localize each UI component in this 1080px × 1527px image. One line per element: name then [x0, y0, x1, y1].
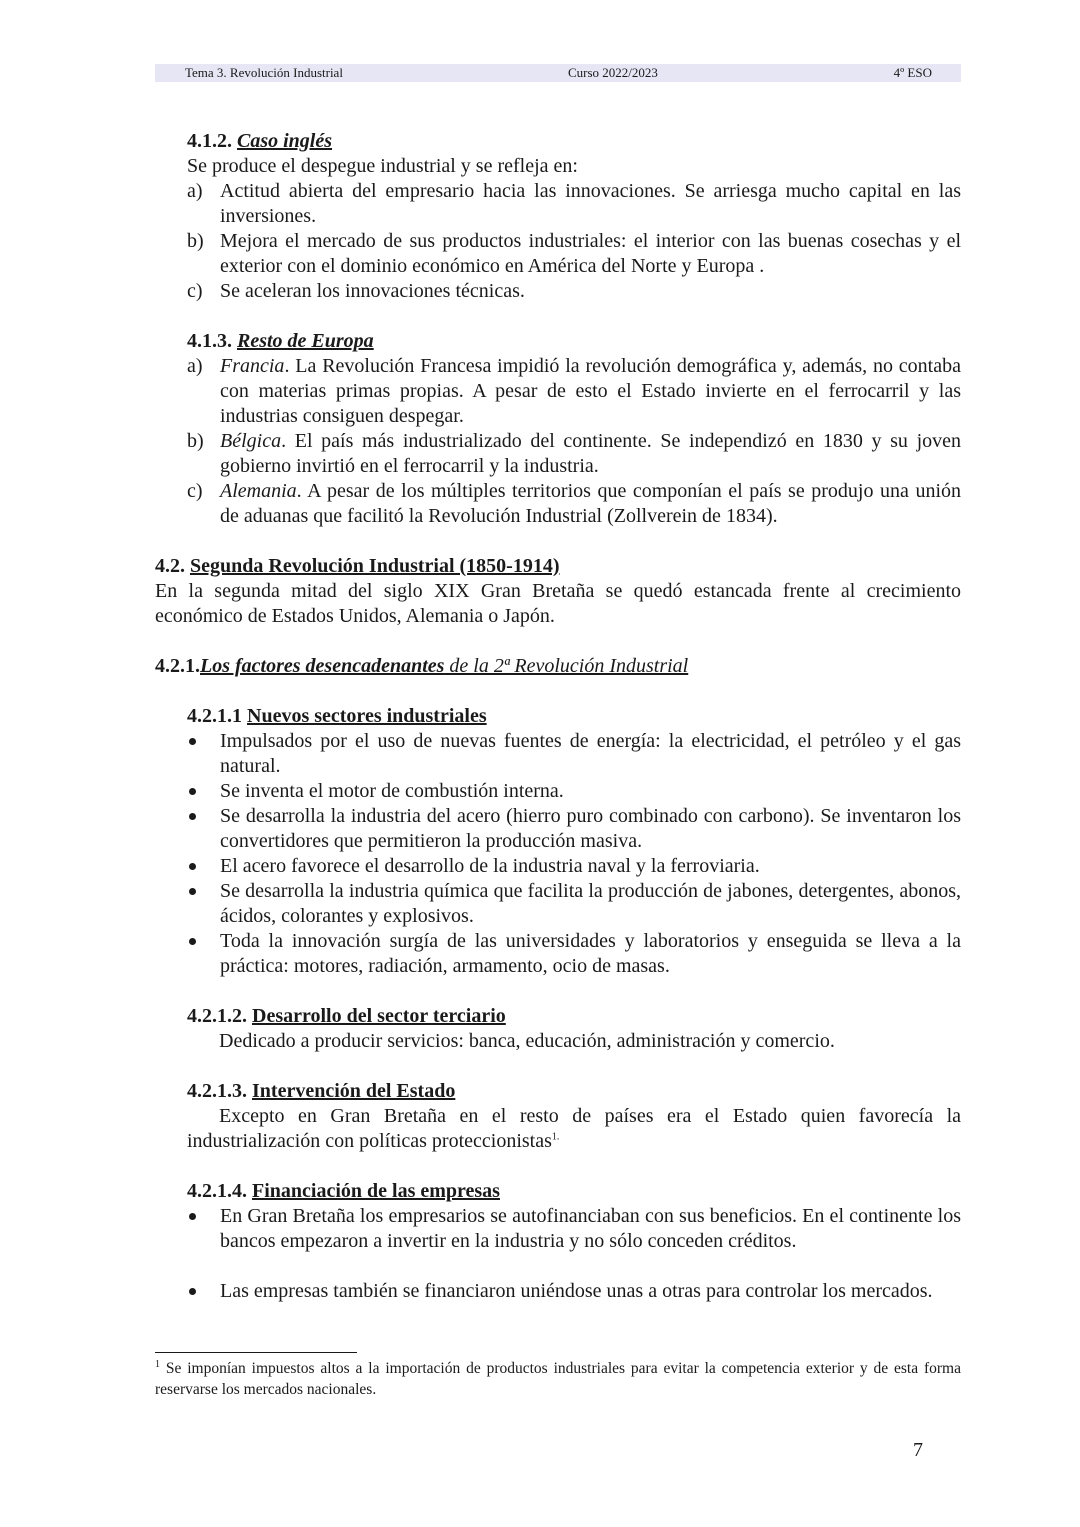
- list-item-text: Actitud abierta del empresario hacia las innovaciones. Se arriesga mucho capital en las inversiones.: [220, 180, 961, 227]
- bullet-item: [187, 854, 961, 879]
- list-item-text: . La Revolución Francesa impidió la revolución demográfica y, además, no contaba con materias primas propias. A pesar de esto el Estado invierte en el ferrocarril y las industrias consiguen despegar.: [220, 355, 961, 427]
- bullet-item: [187, 1204, 961, 1254]
- paragraph-4-2-1-3: [187, 1104, 961, 1154]
- heading-4-1-3: [187, 329, 961, 354]
- list-marker: b): [187, 430, 204, 452]
- heading-number: 4.2.1.3.: [187, 1080, 247, 1102]
- list-marker: a): [187, 355, 203, 377]
- bullet-item: [187, 879, 961, 929]
- bullet-text: Se desarrolla la industria del acero (hierro puro combinado con carbono). Se inventaron los convertidores que permitieron la producción masiva.: [220, 805, 961, 852]
- heading-number: 4.1.2.: [187, 130, 232, 152]
- bullet-text: Se desarrolla la industria química que facilita la producción de jabones, detergentes, abonos, ácidos, colorantes y explosivos.: [220, 880, 961, 927]
- page-number: 7: [913, 1439, 923, 1461]
- heading-4-2: [155, 554, 961, 579]
- heading-subtitle: de la 2ª Revolución Industrial: [444, 655, 689, 677]
- footnote-divider: [155, 1352, 357, 1353]
- list-item: [187, 229, 961, 279]
- heading-title: Intervención del Estado: [252, 1080, 456, 1102]
- heading-title: Resto de Europa: [237, 330, 374, 352]
- header-course: Curso 2022/2023: [568, 65, 658, 80]
- bullet-icon: [189, 1213, 196, 1220]
- bullet-icon: [189, 813, 196, 820]
- heading-number: 4.2.: [155, 555, 185, 577]
- header-level: 4º ESO: [893, 65, 932, 80]
- bullet-item: [187, 804, 961, 854]
- list-item-text: Se aceleran los innovaciones técnicas.: [220, 280, 525, 302]
- bullet-item: [187, 729, 961, 779]
- country-name: Bélgica: [220, 430, 282, 452]
- heading-title: Financiación de las empresas: [252, 1180, 500, 1202]
- list-item-text: . El país más industrializado del continente. Se independizó en 1830 y su joven gobierno invirtió en el ferrocarril y la industria.: [220, 430, 961, 477]
- country-name: Francia: [220, 355, 285, 377]
- header-topic: Tema 3. Revolución Industrial: [185, 65, 343, 80]
- bullet-text: Las empresas también se financiaron uniéndose unas a otras para controlar los mercados.: [220, 1280, 933, 1302]
- bullet-icon: [189, 938, 196, 945]
- paragraph-text: Excepto en Gran Bretaña en el resto de países era el Estado quien favorecía la industrialización con políticas proteccionistas: [187, 1105, 961, 1152]
- bullet-text: El acero favorece el desarrollo de la industria naval y la ferroviaria.: [220, 855, 760, 877]
- footnote: [155, 1358, 961, 1400]
- heading-number: 4.1.3.: [187, 330, 232, 352]
- bullet-icon: [189, 863, 196, 870]
- bullet-item: [187, 1279, 961, 1304]
- country-name: Alemania: [220, 480, 297, 502]
- heading-4-2-1-2: [187, 1004, 961, 1029]
- paragraph-4-2: En la segunda mitad del siglo XIX Gran Bretaña se quedó estancada frente al crecimiento económico de Estados Unidos, Alemania o Japón.: [155, 580, 961, 627]
- heading-4-2-1-4: [187, 1179, 961, 1204]
- heading-4-2-1-3: [187, 1079, 961, 1104]
- list-item-text: Mejora el mercado de sus productos industriales: el interior con las buenas cosechas y el exterior con el dominio económico en América del Norte y Europa .: [220, 230, 961, 277]
- heading-number: 4.2.1.2.: [187, 1005, 247, 1027]
- bullet-icon: [189, 1288, 196, 1295]
- heading-4-1-2: [187, 129, 961, 154]
- bullet-text: Impulsados por el uso de nuevas fuentes de energía: la electricidad, el petróleo y el gas natural.: [220, 730, 961, 777]
- heading-4-2-1: [155, 654, 961, 679]
- list-item: [187, 179, 961, 229]
- heading-title: Caso inglés: [237, 130, 333, 152]
- bullet-item: [187, 929, 961, 979]
- footnote-mark: 1: [155, 1358, 160, 1370]
- bullet-text: En Gran Bretaña los empresarios se autofinanciaban con sus beneficios. En el continente los bancos empezaron a invertir en la industria y no sólo conceden créditos.: [220, 1205, 961, 1252]
- page-header: [155, 64, 961, 82]
- heading-number: 4.2.1.4.: [187, 1180, 247, 1202]
- paragraph-4-2-1-2: Dedicado a producir servicios: banca, educación, administración y comercio.: [219, 1030, 835, 1052]
- bullet-item: [187, 779, 961, 804]
- list-item: [187, 279, 961, 304]
- footnote-reference: 1.: [551, 1131, 560, 1143]
- heading-title: Desarrollo del sector terciario: [252, 1005, 506, 1027]
- list-marker: c): [187, 480, 203, 502]
- heading-number: 4.2.1.1: [187, 705, 242, 727]
- list-item: [187, 354, 961, 429]
- list-marker: c): [187, 280, 203, 302]
- list-item: [187, 429, 961, 479]
- bullet-icon: [189, 788, 196, 795]
- list-marker: b): [187, 230, 204, 252]
- bullet-icon: [189, 738, 196, 745]
- heading-number: 4.2.1.: [155, 655, 200, 677]
- heading-title: Los factores desencadenantes: [200, 655, 445, 677]
- footnote-text: Se imponían impuestos altos a la importación de productos industriales para evitar la competencia exterior y de esta forma reservarse los mercados nacionales.: [155, 1360, 961, 1398]
- bullet-text: Se inventa el motor de combustión interna.: [220, 780, 564, 802]
- bullet-icon: [189, 888, 196, 895]
- list-marker: a): [187, 180, 203, 202]
- heading-4-2-1-1: [187, 704, 961, 729]
- bullet-text: Toda la innovación surgía de las universidades y laboratorios y enseguida se lleva a la práctica: motores, radiación, armamento, ocio de masas.: [220, 930, 961, 977]
- heading-title: Segunda Revolución Industrial (1850-1914): [190, 555, 560, 577]
- intro-4-1-2: Se produce el despegue industrial y se refleja en:: [187, 155, 578, 177]
- heading-title: Nuevos sectores industriales: [247, 705, 487, 727]
- list-item-text: . A pesar de los múltiples territorios que componían el país se produjo una unión de aduanas que facilitó la Revolución Industrial (Zollverein de 1834).: [220, 480, 961, 527]
- list-item: [187, 479, 961, 529]
